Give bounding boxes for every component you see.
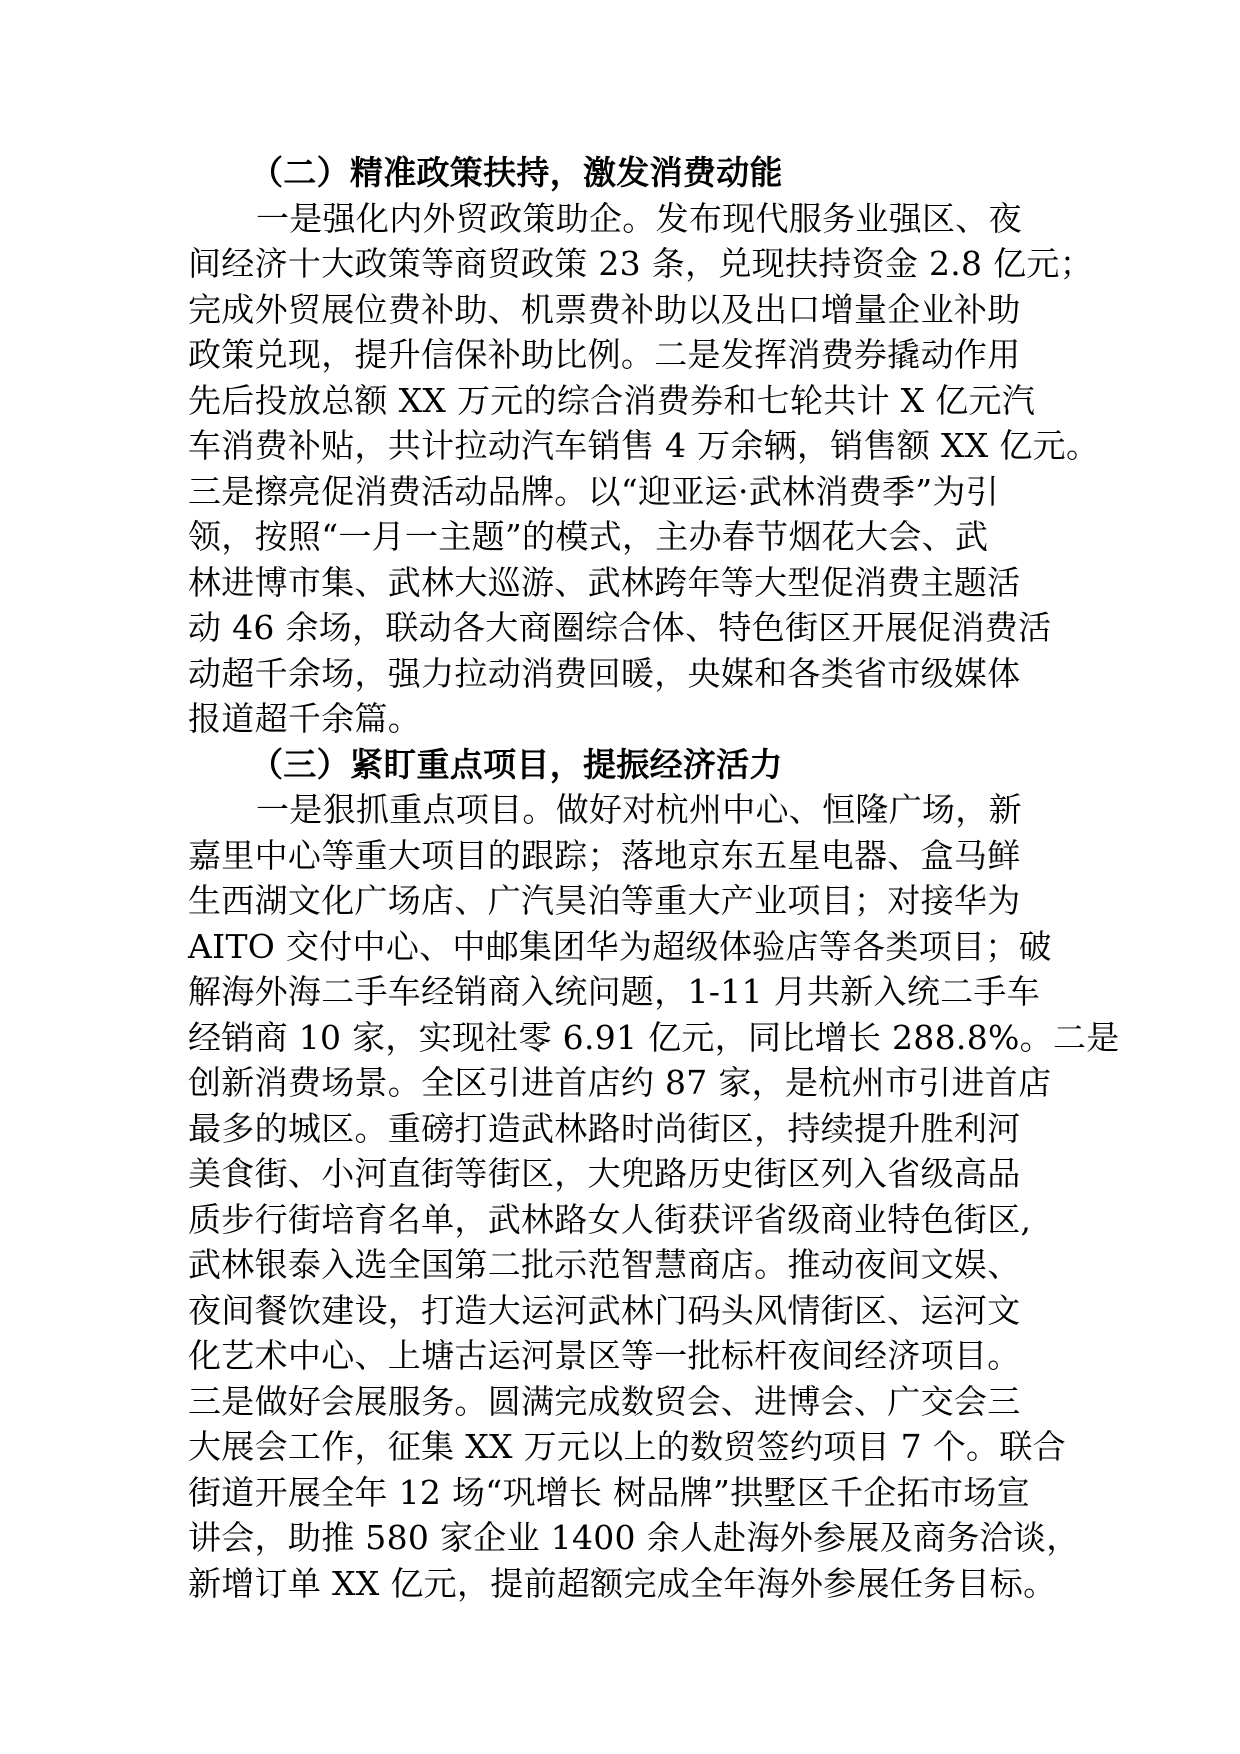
paragraph-line: 一是强化内外贸政策助企。发布现代服务业强区、夜 [256,198,1022,238]
paragraph-line: 动 46 余场，联动各大商圈综合体、特色街区开展促消费活 [188,608,1052,647]
paragraph-line: 新增订单 XX 亿元，提前超额完成全年海外参展任务目标。 [188,1563,1057,1603]
document-page [188,150,1120,1606]
paragraph-line: 最多的城区。重磅打造武林路时尚街区，持续提升胜利河 [188,1108,1021,1148]
paragraph-line: 化艺术中心、上塘古运河景区等一批标杆夜间经济项目。 [188,1336,1021,1375]
section-heading: （二）精准政策扶持，激发消费动能 [250,153,783,192]
paragraph-line: AITO 交付中心、中邮集团华为超级体验店等各类项目；破 [188,926,1052,966]
paragraph-line: 报道超千余篇。 [188,699,422,738]
section-body [188,787,1120,1606]
paragraph-line: 夜间餐饮建设，打造大运河武林门码头风情街区、运河文 [188,1290,1021,1330]
paragraph-line: 三是擦亮促消费活动品牌。以“迎亚运·武林消费季”为引 [188,471,1000,511]
paragraph-line: 经销商 10 家，实现社零 6.91 亿元，同比增长 288.8%。二是 [188,1017,1120,1057]
paragraph-line: 林进博市集、武林大巡游、武林跨年等大型促消费主题活 [188,562,1021,602]
paragraph-line: 间经济十大政策等商贸政策 23 条，兑现扶持资金 2.8 亿元； [188,244,1094,283]
paragraph-line: 武林银泰入选全国第二批示范智慧商店。推动夜间文娱、 [188,1245,1021,1284]
paragraph-line: 三是做好会展服务。圆满完成数贸会、进博会、广交会三 [188,1381,1021,1421]
paragraph-line: 车消费补贴，共计拉动汽车销售 4 万余辆，销售额 XX 亿元。 [188,426,1100,465]
section-body [188,196,1100,742]
paragraph-line: 解海外海二手车经销商入统问题，1-11 月共新入统二手车 [188,972,1041,1011]
paragraph-line: 生西湖文化广场店、广汽昊泊等重大产业项目；对接华为 [188,881,1021,920]
paragraph-line: 先后投放总额 XX 万元的综合消费券和七轮共计 X 亿元汽 [188,380,1036,420]
paragraph-line: 质步行街培育名单，武林路女人街获评省级商业特色街区, [188,1199,1032,1239]
paragraph-line: 创新消费场景。全区引进首店约 87 家，是杭州市引进首店 [188,1063,1052,1102]
paragraph-line: 大展会工作，征集 XX 万元以上的数贸签约项目 7 个。联合 [188,1427,1066,1466]
section-heading: （三）紧盯重点项目，提振经济活力 [250,744,783,784]
paragraph-line: 动超千余场，强力拉动消费回暖，央媒和各类省市级媒体 [188,653,1021,693]
paragraph-line: 完成外贸展位费补助、机票费补助以及出口增量企业补助 [188,289,1021,329]
paragraph-line: 美食街、小河直街等街区，大兜路历史街区列入省级高品 [188,1154,1021,1193]
paragraph-line: 领，按照“一月一主题”的模式，主办春节烟花大会、武 [188,517,989,556]
paragraph-line: 街道开展全年 12 场“巩增长 树品牌”拱墅区千企拓市场宣 [188,1472,1030,1512]
paragraph-line: 一是狠抓重点项目。做好对杭州中心、恒隆广场，新 [256,790,1022,829]
paragraph-line: 讲会，助推 580 家企业 1400 余人赴海外参展及商务洽谈， [188,1518,1080,1557]
paragraph-line: 政策兑现，提升信保补助比例。二是发挥消费券撬动作用 [188,335,1021,374]
paragraph-line: 嘉里中心等重大项目的跟踪；落地京东五星电器、盒马鲜 [188,835,1021,875]
